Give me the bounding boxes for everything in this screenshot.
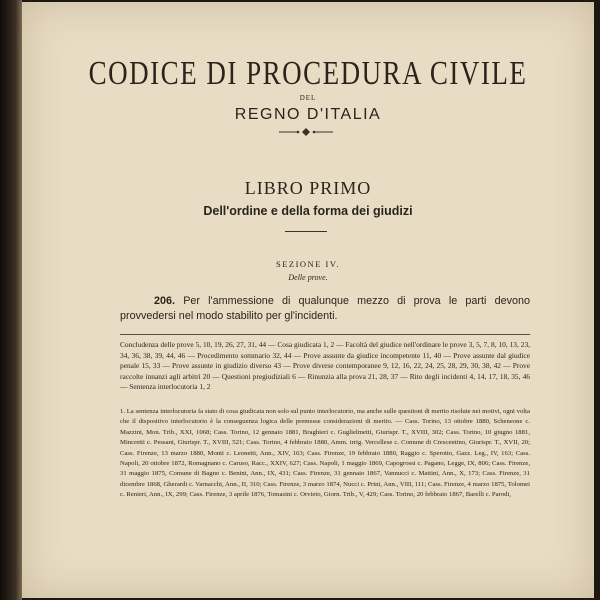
section-subtitle: Delle prove.	[288, 273, 328, 282]
annotation-note	[120, 407, 530, 501]
note-paragraph: 1. La sentenza interlocutoria fa stato di cosa giudicata non solo sul punto interlocutorio, ma anche sulle questioni di merito risolute nei motivi, ogni volta che il dispositivo interlocutorio è la conseguenza logica delle premesse considerazioni di merito. — Cass. Torino, 13 ottobre 1880, Scheneone c. Mazzini, Mon. Trib., XXI, 1068; Cass. Torino, 12 gennaio 1881, Braghieri c. Guglielmetti, Giurispr. T., XVIII, 302; Cass. Torino, 10 giugno 1881, Mincretti c. Pessani, Giurispr. T., XVIII, 521; Cass. Torino, 4 febbraio 1880, Amm. irrig. Vercellese c. Comune di Crescentino, Giurispr. T., XVII, 20; Cass. Firenze, 13 marzo 1880, Monti c. Leonetti, Ann., XIV, 163; Cass. Firenze, 19 febbraio 1880, Raggio c. Sperotto, Gazz. Leg., IV, 163; Cass. Napoli, 20 ottobre 1872, Romagnano c. Caruso, Racc., XXIV, 627; Cass. Napoli, 1 maggio 1869, Capogrossi c. Pagano, Legge, IX, 806; Cass. Firenze, 31 maggio 1875, Comune di Bagno c. Benini, Ann., IX, 431; Cass. Firenze, 31 gennaio 1867, Vannucci c. Mattini, Ann., X, 173; Cass. Firenze, 31 dicembre 1868, Gherardi c. Varnacchi, Ann., II, 310; Cass. Firenze, 3 marzo 1874, Nucci c. Prini, Ann., VIII, 111; Cass. Firenze, 4 marzo 1875, Tolomei c. Renieri, Ann., IX, 299; Cass. Firenze, 3 aprile 1876, Tomasini c. Orvieto, Giorn. Trib., V, 429; Cass. Torino, 20 febbraio 1867, Barelli c. Parodi,	[120, 408, 530, 499]
kingdom-title: REGNO D'ITALIA	[234, 106, 382, 123]
book-section-title: LIBRO PRIMO	[244, 178, 372, 198]
book-section-subtitle: Dell'ordine e della forma dei giudizi	[203, 204, 413, 218]
book-page	[22, 2, 594, 598]
article-divider	[120, 334, 530, 335]
book-title: CODICE DI PROCEDURA CIVILE	[88, 54, 528, 92]
article-text: Per l'ammessione di qualunque mezzo di prova le parti devono provvedersi nel modo stabilito per gl'incidenti.	[120, 295, 530, 322]
section-label: SEZIONE IV.	[275, 259, 341, 269]
concordance-index: Concludenza delle prove 5, 10, 19, 26, 27, 31, 44 — Cosa giudicata 1, 2 — Facoltà del giudice nell'ordinare le prove 3, 5, 7, 8, 10, 13, 23, 34, 36, 38, 39, 44, 46 — Procedimento sommario 32, 44 — Prove assunte da giudice incompetente 11, 40 — Prove assunte dal giudice penale 15, 33 — Prove assunte in giudizio diverso 43 — Prove diverse contemporanee 9, 12, 16, 22, 24, 25, 28, 29, 30, 38, 42 — Prove raccolte innanzi agli arbitri 20 — Questioni pregiudiziali 6 — Rinunzia alla prova 21, 28, 37 — Rito degli incidenti 4, 14, 17, 18, 35, 46 — Sentenza interlocutoria 1, 2	[120, 340, 530, 392]
book-spine-edge	[0, 0, 22, 600]
short-divider	[285, 231, 327, 232]
article-number: 206.	[154, 295, 176, 307]
ornament-divider-icon	[279, 128, 333, 136]
article-206	[120, 294, 530, 324]
title-connector: DEL	[299, 94, 317, 102]
